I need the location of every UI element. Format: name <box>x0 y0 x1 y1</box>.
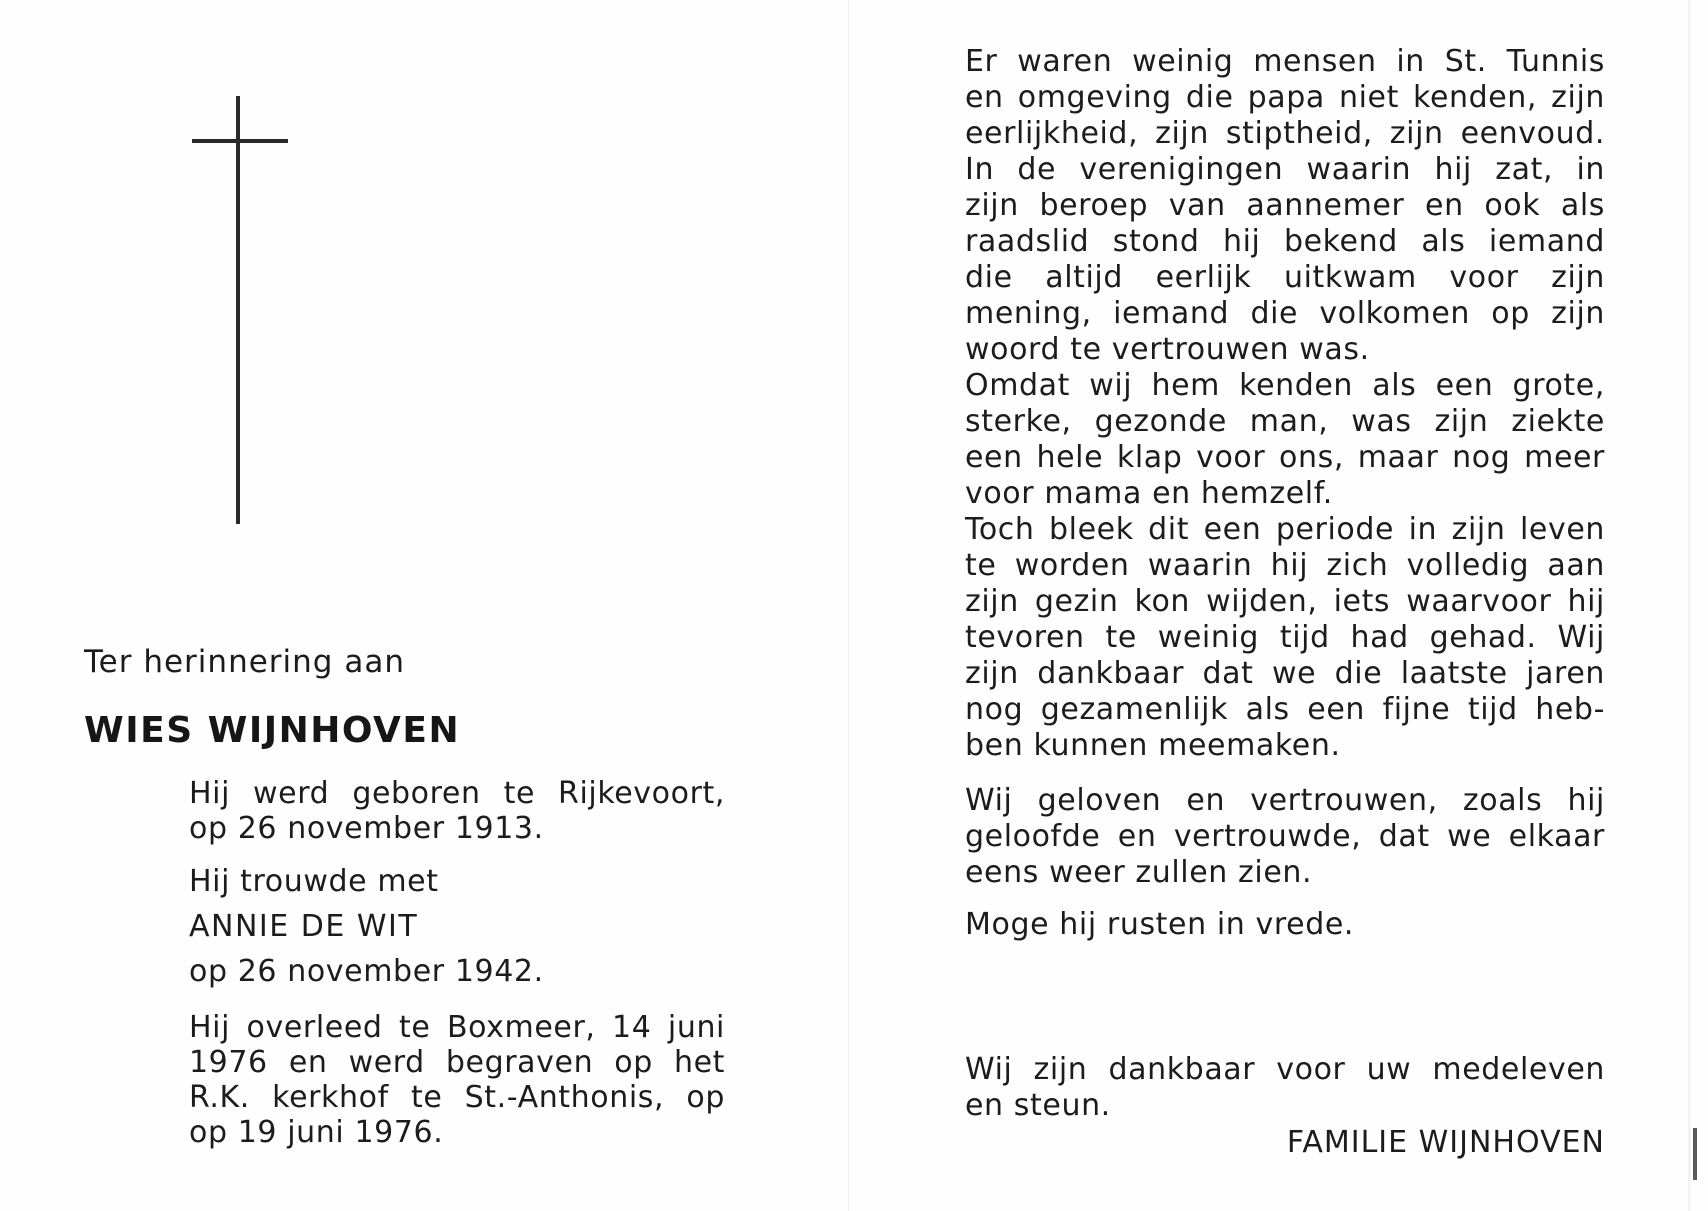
text-line: 1976 en werd begraven op het <box>189 1045 725 1080</box>
text-line: R.K. kerkhof te St.-Anthonis, op <box>189 1080 725 1115</box>
family-signature: FAMILIE WIJNHOVEN <box>1286 1125 1605 1160</box>
text-line: een hele klap voor ons, maar nog meer <box>965 440 1605 475</box>
paragraph-2 <box>965 368 1605 512</box>
text-line: te worden waarin hij zich volledig aan <box>965 548 1605 583</box>
text-line: eens weer zullen zien. <box>965 855 1313 890</box>
text-line: Er waren weinig mensen in St. Tunnis <box>965 44 1605 79</box>
text-line: Omdat wij hem kenden als een grote, <box>965 368 1605 403</box>
text-line: Moge hij rusten in vrede. <box>965 907 1355 942</box>
text-line: voor mama en hemzelf. <box>965 476 1333 511</box>
thanks <box>965 1052 1605 1124</box>
birth-text <box>189 776 725 846</box>
edge-mark <box>1693 1128 1697 1180</box>
paragraph-1 <box>965 44 1605 368</box>
text-line: en omgeving die papa niet kenden, zijn <box>965 80 1605 115</box>
text-line: nog gezamenlijk als een fijne tijd heb- <box>965 692 1605 727</box>
text-line: Hij werd geboren te Rijkevoort, <box>189 776 725 811</box>
card-edge <box>1688 0 1691 1211</box>
text-line: op 26 november 1913. <box>189 811 544 846</box>
cross-vertical-bar <box>236 96 240 524</box>
married-intro <box>189 864 725 899</box>
text-line: zijn gezin kon wijden, iets waarvoor hij <box>965 584 1605 619</box>
text-line: Wij zijn dankbaar voor uw medeleven <box>965 1052 1605 1087</box>
text-line: en steun. <box>965 1088 1111 1123</box>
text-line: geloofde en vertrouwde, dat we elkaar <box>965 819 1605 854</box>
text-line: zijn dankbaar dat we die laatste jaren <box>965 656 1605 691</box>
text-line: op 19 juni 1976. <box>189 1115 444 1150</box>
text-line: ANNIE DE WIT <box>189 909 419 944</box>
text-line: Hij overleed te Boxmeer, 14 juni <box>189 1010 725 1045</box>
text-line: eerlijkheid, zijn stiptheid, zijn eenvoud. <box>965 116 1605 151</box>
text-line: tevoren te weinig tijd had gehad. Wij <box>965 620 1605 655</box>
cross-horizontal-bar <box>192 139 288 143</box>
text-line: In de verenigingen waarin hij zat, in <box>965 152 1605 187</box>
text-line: Wij geloven en vertrouwen, zoals hij <box>965 783 1605 818</box>
death-text <box>189 1010 725 1150</box>
text-line: zijn beroep van aannemer en ook als <box>965 188 1605 223</box>
married-date <box>189 954 725 989</box>
text-line: woord te vertrouwen was. <box>965 332 1370 367</box>
text-line: ben kunnen meemaken. <box>965 728 1341 763</box>
spouse-name <box>189 909 725 944</box>
text-line: sterke, gezonde man, was zijn ziekte <box>965 404 1605 439</box>
fold-line <box>848 0 849 1211</box>
prayer <box>965 907 1605 943</box>
text-line: die altijd eerlijk uitkwam voor zijn <box>965 260 1605 295</box>
intro-text: Ter herinnering aan <box>84 644 405 680</box>
paragraph-4 <box>965 783 1605 891</box>
text-line: Toch bleek dit een periode in zijn leven <box>965 512 1605 547</box>
text-line: raadslid stond hij bekend als iemand <box>965 224 1605 259</box>
text-line: Hij trouwde met <box>189 864 439 899</box>
text-line: mening, iemand die volkomen op zijn <box>965 296 1605 331</box>
paragraph-3 <box>965 512 1605 764</box>
text-line: op 26 november 1942. <box>189 954 544 989</box>
deceased-name: WIES WIJNHOVEN <box>84 710 461 751</box>
